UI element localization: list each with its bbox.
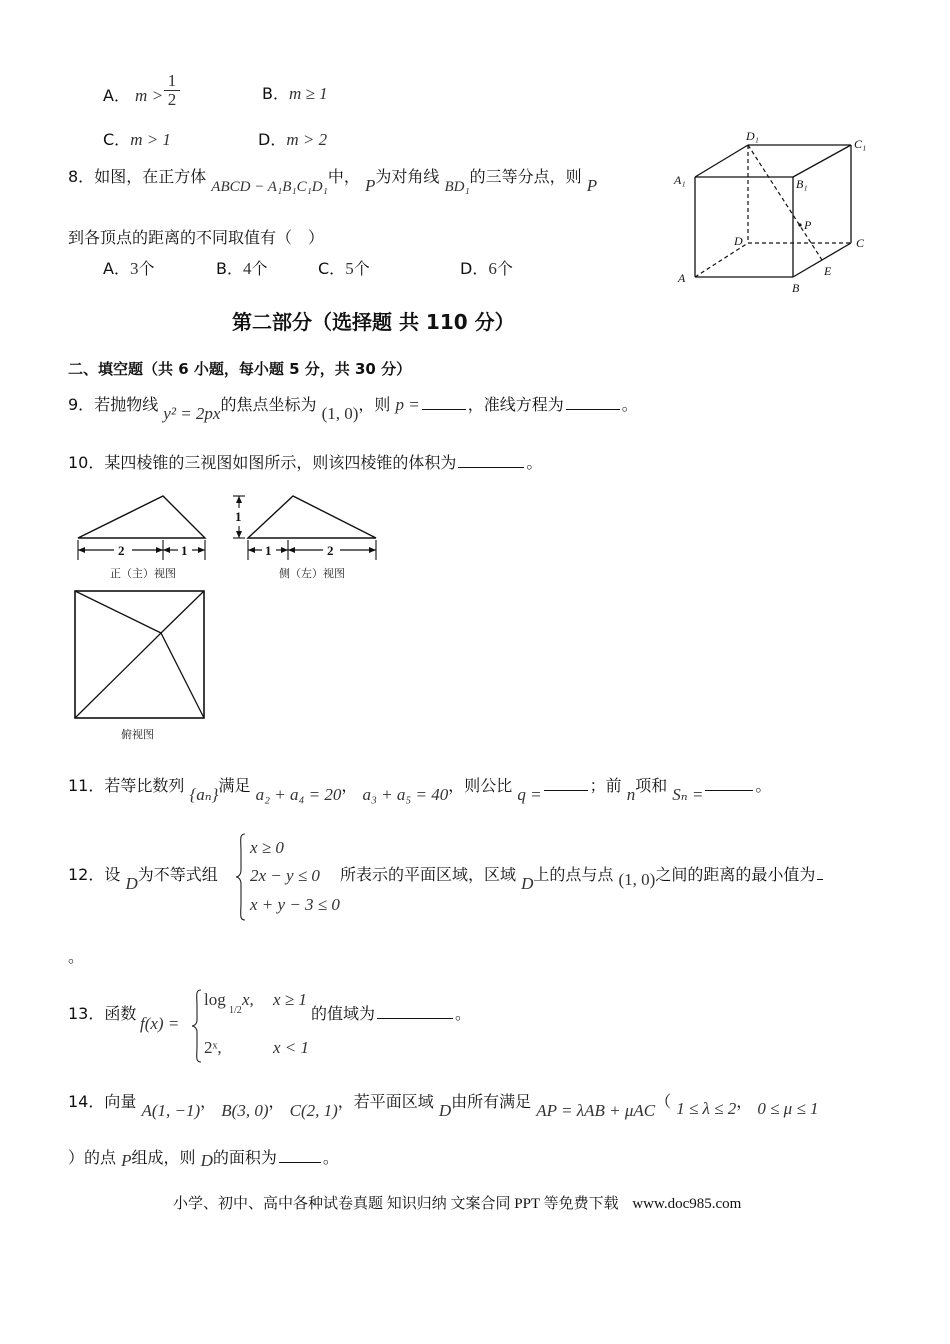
cube-edge	[695, 145, 748, 177]
front-dim-2: 2	[118, 543, 125, 558]
q13-fx: f(x) =	[140, 1014, 180, 1033]
q12-system-brace	[234, 832, 248, 922]
side-dim-1: 1	[265, 543, 272, 558]
label-a1: A₁	[674, 173, 686, 187]
q8-option-b: B．4个	[216, 259, 268, 278]
q7-option-a: A． m >	[103, 86, 164, 105]
q12-ineq-3: x + y − 3 ≤ 0	[250, 895, 340, 914]
footer	[173, 1192, 741, 1213]
q10-blank-volume[interactable]	[458, 466, 524, 468]
front-dim-1: 1	[181, 543, 188, 558]
q13-label: 13．函数	[68, 1004, 137, 1023]
q11-blank-q[interactable]	[544, 789, 588, 791]
q11-blank-sn[interactable]	[705, 789, 753, 791]
q13-range: 的值域为 。	[311, 1004, 472, 1023]
q9: 9．若抛物线 y² = 2px的焦点坐标为 (1, 0)，则 p = ，准线方程为 。	[68, 395, 638, 423]
point-p	[798, 223, 801, 226]
section2-title: 第二部分（选择题 共 110 分）	[232, 310, 515, 334]
q9-blank-p[interactable]	[422, 408, 466, 410]
q14-line1: 14．向量 A(1, −1)， B(3, 0)， C(2, 1)，若平面区域 D由所有满足 AP = λAB + μAC（ 1 ≤ λ ≤ 2， 0 ≤ μ ≤ 1	[68, 1092, 819, 1120]
label-d1: D₁	[746, 129, 759, 143]
q13-case1-arg: x,	[242, 990, 254, 1009]
q12-blank-distance[interactable]	[817, 878, 823, 880]
label-b: B	[792, 281, 800, 295]
top-view-figure	[70, 586, 210, 724]
label-p: P	[804, 218, 812, 232]
top-view-caption: 俯视图	[121, 728, 154, 741]
q13-case1-cond: x ≥ 1	[273, 990, 307, 1009]
q12-part2: 所表示的平面区域，区域 D上的点与点 (1, 0)之间的距离的最小值为	[340, 865, 825, 885]
q7-option-a-fraction: 1 2	[164, 72, 180, 109]
label-e: E	[824, 264, 832, 278]
footer-text: 小学、初中、高中各种试卷真题 知识归纳 文案合同 PPT 等免费下载	[173, 1196, 619, 1212]
q7-option-b: B．m ≥ 1	[262, 84, 328, 103]
q13-cases-brace	[190, 988, 204, 1064]
footer-url[interactable]: www.doc985.com	[632, 1196, 742, 1212]
side-dim-2: 2	[327, 543, 334, 558]
cube-edge	[793, 145, 851, 177]
front-view-triangle	[78, 496, 205, 538]
q13-case2: 2ˣ,	[204, 1038, 222, 1057]
cube-figure	[670, 125, 880, 295]
q12-end: 。	[68, 947, 85, 966]
section2-subtitle: 二、填空题（共 6 小题，每小题 5 分，共 30 分）	[68, 360, 412, 378]
label-c1: C₁	[854, 137, 867, 151]
q8-stem: 8．如图，在正方体 ABCD − A₁B₁C₁D₁中， P为对角线 BD₁的三等分点，则 P	[68, 167, 598, 195]
q14-blank-area[interactable]	[279, 1161, 321, 1163]
q13-case2-cond: x < 1	[273, 1038, 310, 1057]
q9-blank-directrix[interactable]	[566, 408, 620, 410]
q13-case1: log	[204, 990, 226, 1009]
q8-stem-line2: 到各顶点的距离的不同取值有（ ）	[68, 228, 325, 247]
q12-ineq-1: x ≥ 0	[250, 838, 284, 857]
front-view-caption: 正（主）视图	[110, 567, 176, 580]
label-b1: B₁	[796, 177, 808, 191]
q8-option-c: C．5个	[318, 259, 370, 278]
q13-log-base: 1/2	[229, 1005, 242, 1016]
q14-line2: ）的点 P组成，则 D的面积为 。	[68, 1148, 339, 1170]
side-view-triangle	[248, 496, 376, 538]
q11: 11．若等比数列 {aₙ}满足 a₂ + a₄ = 20， a₃ + a₅ = 40，则公比 q = ；前 n项和 Sₙ = 。	[68, 776, 772, 804]
side-view-caption: 侧（左）视图	[279, 567, 345, 580]
q12-ineq-2: 2x − y ≤ 0	[250, 866, 320, 885]
q10: 10．某四棱锥的三视图如图所示，则该四棱锥的体积为 。	[68, 453, 543, 472]
side-height-dim: 1	[235, 509, 242, 524]
q7-option-d: D．m > 2	[258, 130, 328, 149]
q13-blank-range[interactable]	[377, 1017, 453, 1019]
label-c: C	[856, 236, 865, 250]
label-d: D	[734, 234, 743, 248]
q7-option-c: C．m > 1	[103, 130, 171, 149]
label-a: A	[678, 271, 686, 285]
q12-part1: 12．设 D为不等式组	[68, 865, 218, 893]
q8-option-d: D．6个	[460, 259, 513, 278]
cube-hidden-edge	[695, 243, 748, 277]
q8-option-a: A．3个	[103, 259, 155, 278]
